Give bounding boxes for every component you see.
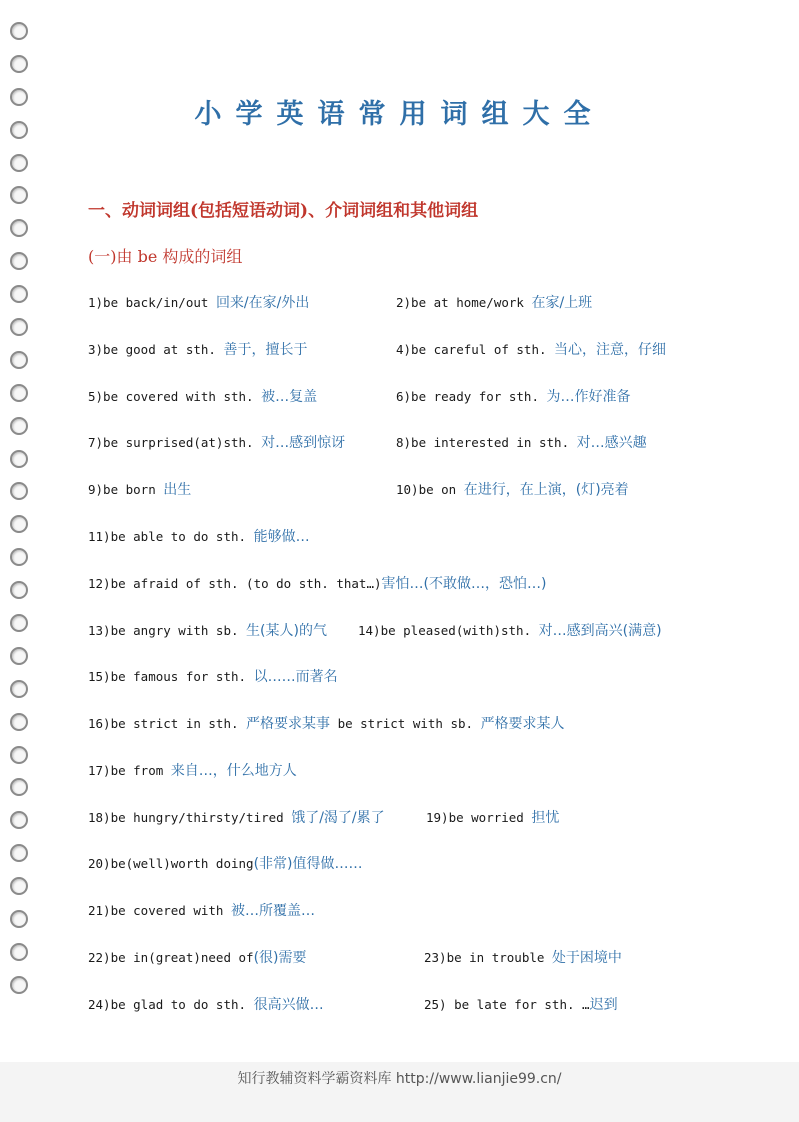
binder-ring-icon	[10, 55, 28, 73]
binder-ring-icon	[10, 22, 28, 40]
phrase-item: 5)be covered with sth. 被…复盖	[88, 389, 318, 405]
phrase-item: 8)be interested in sth. 对…感兴趣	[396, 435, 647, 451]
binder-ring-icon	[10, 417, 28, 435]
phrase-item: 4)be careful of sth. 当心，注意，仔细	[396, 342, 667, 358]
binder-ring-icon	[10, 844, 28, 862]
phrase-item: 11)be able to do sth. 能够做…	[88, 529, 310, 545]
phrase-item: 25) be late for sth. …迟到	[424, 997, 618, 1013]
binder-ring-icon	[10, 943, 28, 961]
phrase-item: 6)be ready for sth. 为…作好准备	[396, 389, 631, 405]
binder-ring-icon	[10, 351, 28, 369]
binder-ring-icon	[10, 186, 28, 204]
binder-ring-icon	[10, 154, 28, 172]
binder-ring-icon	[10, 450, 28, 468]
phrase-item: 3)be good at sth. 善于，擅长于	[88, 342, 308, 358]
phrase-item: 12)be afraid of sth. (to do sth. that…)害怕…(不敢做…，恐怕…)	[88, 576, 547, 592]
binder-ring-icon	[10, 877, 28, 895]
phrase-item: 17)be from 来自…，什么地方人	[88, 763, 297, 779]
phrase-item: 19)be worried 担忧	[426, 810, 560, 826]
binder-rings	[10, 22, 38, 1009]
binder-ring-icon	[10, 482, 28, 500]
binder-ring-icon	[10, 548, 28, 566]
binder-ring-icon	[10, 384, 28, 402]
section-heading: 一、动词词组(包括短语动词)、介词词组和其他词组	[88, 201, 479, 221]
binder-ring-icon	[10, 219, 28, 237]
phrase-item: 16)be strict in sth. 严格要求某事 be strict with sb. 严格要求某人	[88, 716, 565, 732]
phrase-item: 23)be in trouble 处于困境中	[424, 950, 622, 966]
phrase-item: 9)be born 出生	[88, 482, 192, 498]
phrase-item: 7)be surprised(at)sth. 对…感到惊讶	[88, 435, 346, 451]
binder-ring-icon	[10, 746, 28, 764]
subsection-heading: (一)由 be 构成的词组	[88, 247, 243, 266]
binder-ring-icon	[10, 713, 28, 731]
phrase-item: 15)be famous for sth. 以……而著名	[88, 669, 338, 685]
binder-ring-icon	[10, 680, 28, 698]
phrase-item: 10)be on 在进行，在上演，(灯)亮着	[396, 482, 629, 498]
phrase-item: 22)be in(great)need of(很)需要	[88, 950, 307, 966]
binder-ring-icon	[10, 778, 28, 796]
binder-ring-icon	[10, 252, 28, 270]
binder-ring-icon	[10, 581, 28, 599]
phrase-item: 20)be(well)worth doing(非常)值得做……	[88, 856, 363, 872]
binder-ring-icon	[10, 976, 28, 994]
phrase-item: 21)be covered with 被…所覆盖…	[88, 903, 315, 919]
phrase-item: 1)be back/in/out 回来/在家/外出	[88, 295, 310, 311]
binder-ring-icon	[10, 614, 28, 632]
binder-ring-icon	[10, 515, 28, 533]
footer-watermark: 知行教辅资料学霸资料库 http://www.lianjie99.cn/	[237, 1071, 562, 1087]
binder-ring-icon	[10, 811, 28, 829]
phrase-item: 24)be glad to do sth. 很高兴做…	[88, 997, 324, 1013]
phrase-item: 2)be at home/work 在家/上班	[396, 295, 593, 311]
phrase-item: 13)be angry with sb. 生(某人)的气	[88, 623, 327, 639]
binder-ring-icon	[10, 285, 28, 303]
phrase-item: 18)be hungry/thirsty/tired 饿了/渴了/累了	[88, 810, 385, 826]
binder-ring-icon	[10, 647, 28, 665]
binder-ring-icon	[10, 318, 28, 336]
phrase-item: 14)be pleased(with)sth. 对…感到高兴(满意)	[358, 623, 662, 639]
binder-ring-icon	[10, 910, 28, 928]
page-title: 小学英语常用词组大全	[194, 99, 605, 130]
